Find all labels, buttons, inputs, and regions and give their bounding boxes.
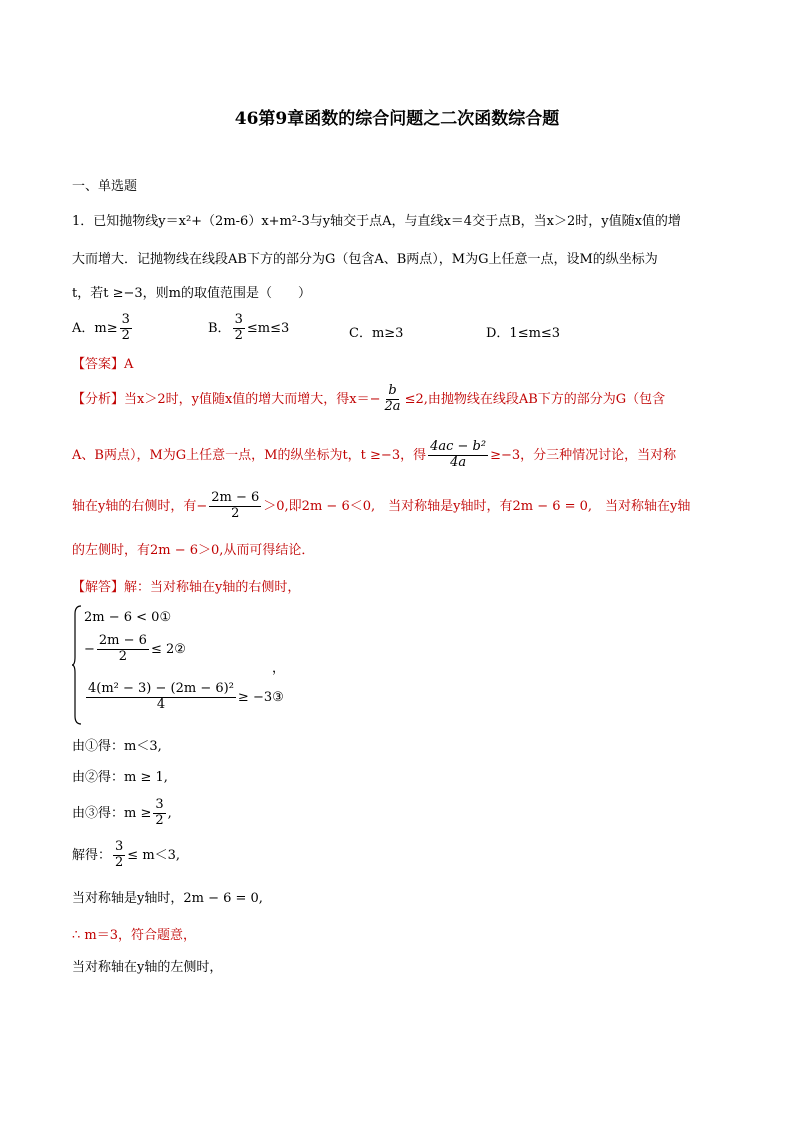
system-comma: ， <box>272 661 286 676</box>
option-b-numerator: 3 <box>234 312 243 327</box>
inequality-2 <box>84 634 186 665</box>
inequality-3 <box>84 682 284 713</box>
option-b-suffix: ≤m≤3 <box>246 320 290 336</box>
question-line-3: t，若t ≥−3，则m的取值范围是（ ） <box>72 286 311 301</box>
option-b <box>208 313 289 344</box>
left-brace-icon <box>72 604 82 726</box>
analysis-fraction-1 <box>383 384 403 415</box>
option-a <box>72 313 134 344</box>
analysis-fraction-3 <box>209 491 261 522</box>
result-7: 当对称轴在y轴的左侧时， <box>72 960 223 975</box>
option-a-denominator: 2 <box>121 327 130 343</box>
result-3-suffix: , <box>167 805 172 821</box>
result-3-num: 3 <box>155 797 164 812</box>
inequality-2-num: 2m − 6 <box>98 633 147 648</box>
inequality-3-fraction <box>86 682 236 713</box>
analysis-fraction-2 <box>428 440 488 471</box>
inequality-1: 2m − 6 < 0① <box>84 610 172 625</box>
inequality-3-num: 4(m² − 3) − (2m − 6)² <box>88 681 234 696</box>
result-3-fraction <box>153 798 165 829</box>
option-a-prefix: A．m≥ <box>72 320 118 336</box>
inequality-2-prefix: − <box>84 641 95 657</box>
analysis-label: 【分析】 <box>72 391 125 407</box>
analysis-text-2a: A、B两点），M为G上任意一点，M的纵坐标为t，t ≥−3，得 <box>72 447 427 463</box>
solution-heading <box>72 581 300 594</box>
solution-intro: 解：当对称轴在y轴的右侧时， <box>124 580 301 595</box>
result-2: 由②得：m ≥ 1, <box>72 770 168 785</box>
result-4-den: 2 <box>115 854 124 870</box>
result-4-suffix: ≤ m＜3, <box>127 847 181 863</box>
analysis-text-3a: 轴在y轴的右侧时，有− <box>72 498 208 514</box>
option-a-fraction <box>120 313 132 344</box>
analysis-fraction-1-den: 2a <box>384 398 401 414</box>
document-title: 46第9章函数的综合问题之二次函数综合题 <box>234 109 560 129</box>
inequality-2-suffix: ≤ 2② <box>150 641 186 657</box>
analysis-text-2b: ≥−3，分三种情况讨论，当对称 <box>490 447 677 463</box>
question-line-2: 大而增大．记抛物线在线段AB下方的部分为G（包含A、B两点），M为G上任意一点，设M的纵坐标为 <box>72 252 658 267</box>
analysis-text-1a: 当x＞2时，y值随x值的增大而增大，得x＝− <box>124 391 381 407</box>
analysis-fraction-2-num: 4ac − b² <box>430 439 487 454</box>
inequality-2-fraction <box>97 634 149 665</box>
analysis-line-1 <box>72 384 665 415</box>
analysis-line-2 <box>72 440 676 471</box>
analysis-fraction-3-den: 2 <box>231 505 240 521</box>
inequality-3-den: 4 <box>156 696 166 712</box>
option-c: C．m≥3 <box>349 326 404 341</box>
answer-value: A <box>124 357 134 372</box>
result-3-prefix: 由③得：m ≥ <box>72 805 152 821</box>
result-4-num: 3 <box>115 839 124 854</box>
section-heading: 一、单选题 <box>72 179 138 194</box>
option-b-prefix: B． <box>208 320 231 336</box>
result-6: ∴ m＝3，符合题意， <box>72 928 197 943</box>
result-4-fraction <box>113 840 125 871</box>
analysis-fraction-1-num: b <box>388 383 397 398</box>
result-4 <box>72 840 180 871</box>
answer-line <box>72 358 133 371</box>
analysis-line-4: 的左侧时，有2m − 6＞0,从而可得结论． <box>72 543 315 558</box>
option-b-denominator: 2 <box>234 327 243 343</box>
result-3-den: 2 <box>155 812 164 828</box>
analysis-text-1b: ≤2,由抛物线在线段AB下方的部分为G（包含 <box>404 391 666 407</box>
question-line-1: 1．已知抛物线y＝x²+（2m-6）x+m²-3与y轴交于点A，与直线x＝4交于点B，当x＞2时，y值随x值的增 <box>72 214 681 229</box>
result-4-prefix: 解得： <box>72 847 112 863</box>
solution-label: 【解答】 <box>72 580 125 595</box>
option-a-numerator: 3 <box>121 312 130 327</box>
analysis-text-3b: ＞0,即2m − 6＜0, 当对称轴是y轴时，有2m − 6 = 0, 当对称轴在y轴 <box>263 498 691 514</box>
analysis-fraction-2-den: 4a <box>450 454 467 470</box>
analysis-fraction-3-num: 2m − 6 <box>211 490 260 505</box>
inequality-2-den: 2 <box>118 648 128 664</box>
result-5: 当对称轴是y轴时，2m − 6 = 0, <box>72 891 263 906</box>
result-3 <box>72 798 172 829</box>
result-1: 由①得：m＜3, <box>72 739 162 754</box>
option-d: D．1≤m≤3 <box>486 326 561 341</box>
option-b-fraction <box>233 313 245 344</box>
answer-label: 【答案】 <box>72 357 125 372</box>
analysis-line-3 <box>72 491 690 522</box>
inequality-system <box>72 604 302 726</box>
inequality-3-suffix: ≥ −3③ <box>237 689 284 705</box>
